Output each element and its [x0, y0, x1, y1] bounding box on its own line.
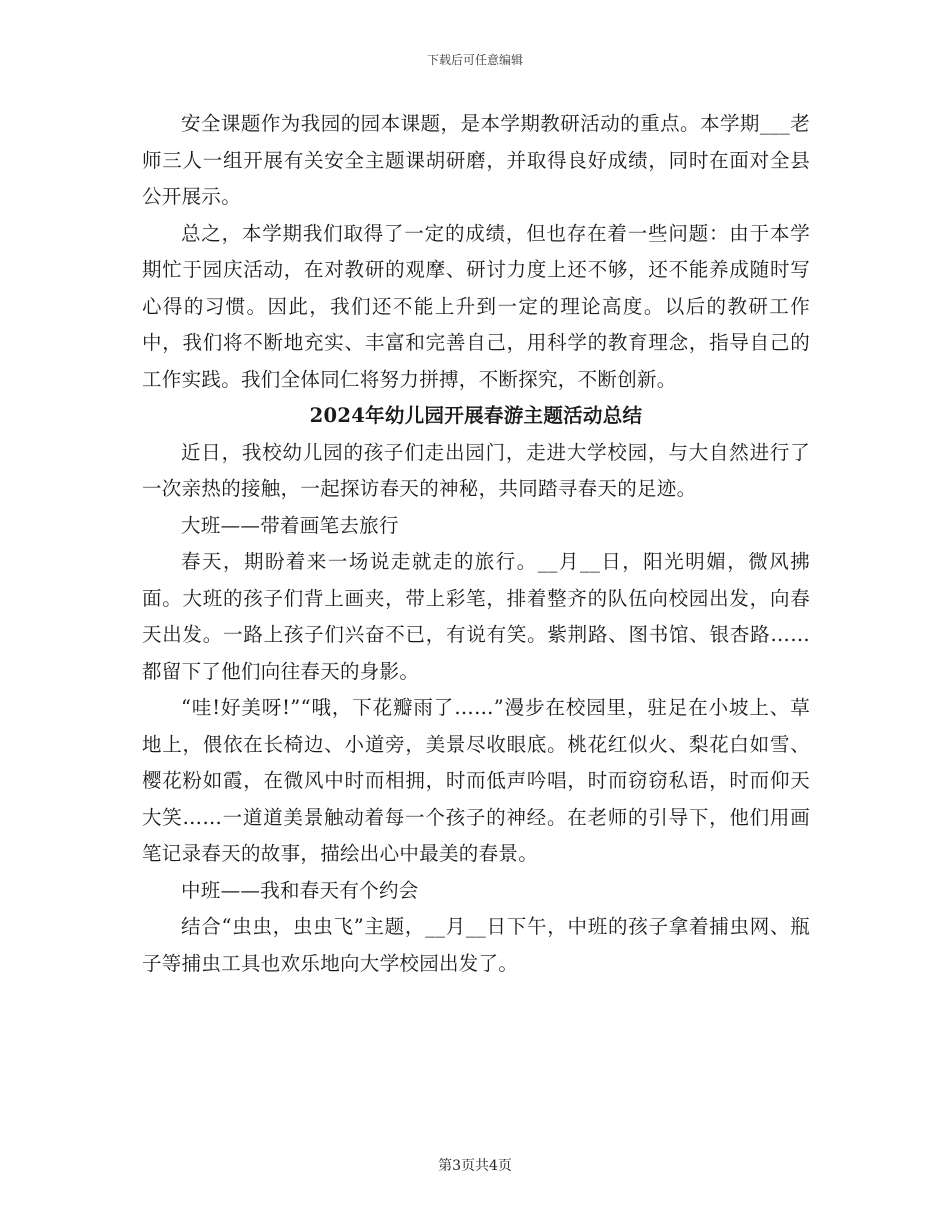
paragraph-safety-topic: 安全课题作为我园的园本课题，是本学期教研活动的重点。本学期___老师三人一组开展有关安全主题课胡研磨，并取得良好成绩，同时在面对全县公开展示。 — [142, 112, 810, 208]
paragraph-middle-class-trip: 结合“虫虫，虫虫飞”主题，__月__日下午，中班的孩子拿着捕虫网、瓶子等捕虫工具也欢乐地向大学校园出发了。 — [142, 915, 810, 975]
subheading-middle-class: 中班——我和春天有个约会 — [181, 878, 419, 902]
subheading-senior-class: 大班——带着画笔去旅行 — [181, 513, 399, 537]
section-title: 2024年幼儿园开展春游主题活动总结 — [309, 404, 643, 427]
paragraph-senior-class-trip: 春天，期盼着来一场说走就走的旅行。__月__日，阳光明媚，微风拂面。大班的孩子们背上画夹，带上彩笔，排着整齐的队伍向校园出发，向春天出发。一路上孩子们兴奋不已，有说有笑。紫荆路、图书馆、银杏路……都留下了他们向往春天的身影。 — [142, 550, 810, 683]
paragraph-campus-scenery: “哇!好美呀!”“哦，下花瓣雨了……”漫步在校园里，驻足在小坡上、草地上，偎依在长椅边、小道旁，美景尽收眼底。桃花红似火、梨花白如雪、樱花粉如霞，在微风中时而相拥，时而低声吟唱，时而窃窃私语，时而仰天大笑……一道道美景触动着每一个孩子的神经。在老师的引导下，他们用画笔记录春天的故事，描绘出心中最美的春景。 — [142, 696, 810, 865]
paragraph-conclusion: 总之，本学期我们取得了一定的成绩，但也存在着一些问题：由于本学期忙于园庆活动，在对教研的观摩、研讨力度上还不够，还不能养成随时写心得的习惯。因此，我们还不能上升到一定的理论高度。以后的教研工作中，我们将不断地充实、丰富和完善自己，用科学的教育理念，指导自己的工作实践。我们全体同仁将努力拼搏，不断探究，不断创新。 — [142, 221, 810, 391]
page-header: 下载后可任意编辑 — [426, 53, 523, 67]
paragraph-intro: 近日，我校幼儿园的孩子们走出园门，走进大学校园，与大自然进行了一次亲热的接触，一起探访春天的神秘，共同踏寻春天的足迹。 — [142, 440, 810, 500]
page-footer: 第3页共4页 — [438, 1158, 512, 1174]
document-body — [142, 106, 810, 982]
